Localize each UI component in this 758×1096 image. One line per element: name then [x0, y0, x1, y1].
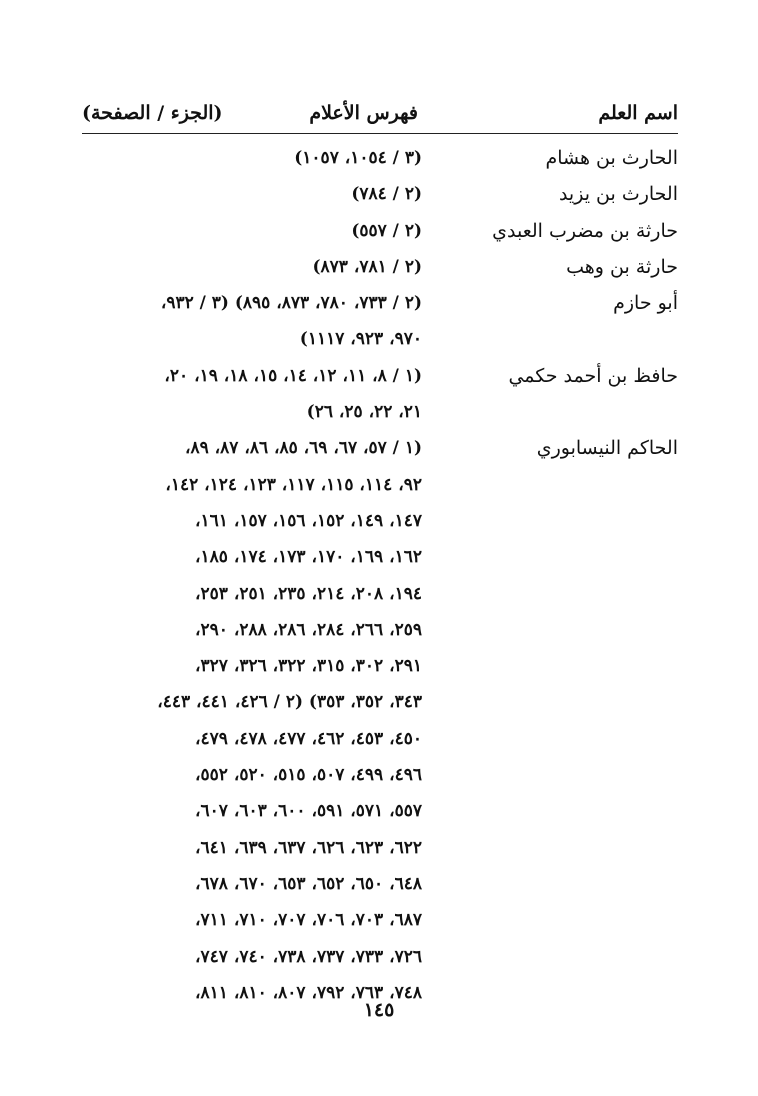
index-entries [82, 140, 678, 1011]
entry-name: حارثة بن مضرب العبدي [492, 219, 678, 242]
entry-line [82, 648, 678, 684]
entry-line [82, 394, 678, 430]
entry-references: ٦٨٧، ٧٠٣، ٧٠٦، ٧٠٧، ٧١٠، ٧١١، [195, 910, 422, 931]
entry-references: (٢ / ٧٨٤) [351, 184, 422, 205]
entry-line [82, 902, 678, 938]
entry-line [82, 830, 678, 866]
entry-line [82, 140, 678, 176]
index-entry [82, 140, 678, 176]
entry-references: ١٦٢، ١٦٩، ١٧٠، ١٧٣، ١٧٤، ١٨٥، [195, 547, 422, 568]
entry-line [82, 213, 678, 249]
entry-line [82, 721, 678, 757]
entry-references: ٤٩٦، ٤٩٩، ٥٠٧، ٥١٥، ٥٢٠، ٥٥٢، [195, 765, 422, 786]
entry-references: (١ / ٨، ١١، ١٢، ١٤، ١٥، ١٨، ١٩، ٢٠، [164, 365, 422, 386]
entry-references: ٢٥٩، ٢٦٦، ٢٨٤، ٢٨٦، ٢٨٨، ٢٩٠، [195, 619, 422, 640]
index-entry [82, 285, 678, 358]
entry-references: ٢٩١، ٣٠٢، ٣١٥، ٣٢٢، ٣٢٦، ٣٢٧، [195, 656, 422, 677]
reference-column-heading: (الجزء / الصفحة) [82, 102, 223, 124]
entry-name: الحاكم النيسابوري [536, 437, 678, 460]
entry-line [82, 430, 678, 466]
entry-references: (٣ / ١٠٥٤، ١٠٥٧) [294, 148, 422, 168]
index-entry [82, 213, 678, 249]
entry-line [82, 176, 678, 212]
entry-line [82, 684, 678, 720]
page-number: ١٤٥ [363, 999, 395, 1021]
entry-references: ٩٧٠، ٩٢٣، ١١١٧) [299, 329, 422, 350]
entry-references: (١ / ٥٧، ٦٧، ٦٩، ٨٥، ٨٦، ٨٧، ٨٩، [184, 438, 422, 459]
entry-line [82, 503, 678, 539]
entry-line [82, 612, 678, 648]
index-entry [82, 358, 678, 431]
entry-references: (٢ / ٧٣٣، ٧٨٠، ٨٧٣، ٨٩٥) (٣ / ٩٣٢، [160, 293, 422, 314]
page-title: فهرس الأعلام [309, 102, 418, 124]
entry-references: ٤٥٠، ٤٥٣، ٤٦٢، ٤٧٧، ٤٧٨، ٤٧٩، [195, 728, 422, 749]
entry-references: ٩٢، ١١٤، ١١٥، ١١٧، ١٢٣، ١٢٤، ١٤٢، [165, 474, 422, 495]
entry-line [82, 358, 678, 394]
entry-name: حافظ بن أحمد حكمي [508, 364, 678, 387]
entry-line [82, 757, 678, 793]
entry-line [82, 793, 678, 829]
entry-references: ١٤٧، ١٤٩، ١٥٢، ١٥٦، ١٥٧، ١٦١، [195, 510, 422, 531]
entry-references: ٣٤٣، ٣٥٢، ٣٥٣) (٢ / ٤٢٦، ٤٤١، ٤٤٣، [157, 692, 422, 713]
entry-name: حارثة بن وهب [566, 255, 678, 278]
entry-references: ١٩٤، ٢٠٨، ٢١٤، ٢٣٥، ٢٥١، ٢٥٣، [195, 583, 422, 604]
name-column-heading: اسم العلم [598, 102, 678, 124]
page-header [82, 98, 678, 130]
entry-line [82, 539, 678, 575]
entry-line [82, 249, 678, 285]
index-entry [82, 249, 678, 285]
entry-references: ٦٤٨، ٦٥٠، ٦٥٢، ٦٥٣، ٦٧٠، ٦٧٨، [195, 873, 422, 894]
entry-references: ٧٢٦، ٧٣٣، ٧٣٧، ٧٣٨، ٧٤٠، ٧٤٧، [195, 946, 422, 967]
entry-references: (٢ / ٥٥٧) [351, 220, 422, 241]
entry-line [82, 866, 678, 902]
index-entry [82, 176, 678, 212]
header-divider [82, 133, 678, 134]
entry-line [82, 939, 678, 975]
entry-name: الحارث بن هشام [545, 147, 678, 169]
entry-line [82, 576, 678, 612]
entry-references: ٧٤٨، ٧٦٣، ٧٩٢، ٨٠٧، ٨١٠، ٨١١، [195, 982, 422, 1003]
entry-line [82, 467, 678, 503]
entry-name: الحارث بن يزيد [558, 183, 678, 206]
entry-line [82, 321, 678, 357]
entry-references: ٥٥٧، ٥٧١، ٥٩١، ٦٠٠، ٦٠٣، ٦٠٧، [195, 801, 422, 822]
entry-references: ٢١، ٢٢، ٢٥، ٢٦) [306, 402, 422, 423]
index-entry [82, 430, 678, 1011]
entry-line [82, 285, 678, 321]
entry-references: ٦٢٢، ٦٢٣، ٦٢٦، ٦٣٧، ٦٣٩، ٦٤١، [195, 837, 422, 858]
entry-name: أبو حازم [613, 292, 678, 315]
entry-references: (٢ / ٧٨١، ٨٧٣) [312, 256, 422, 277]
